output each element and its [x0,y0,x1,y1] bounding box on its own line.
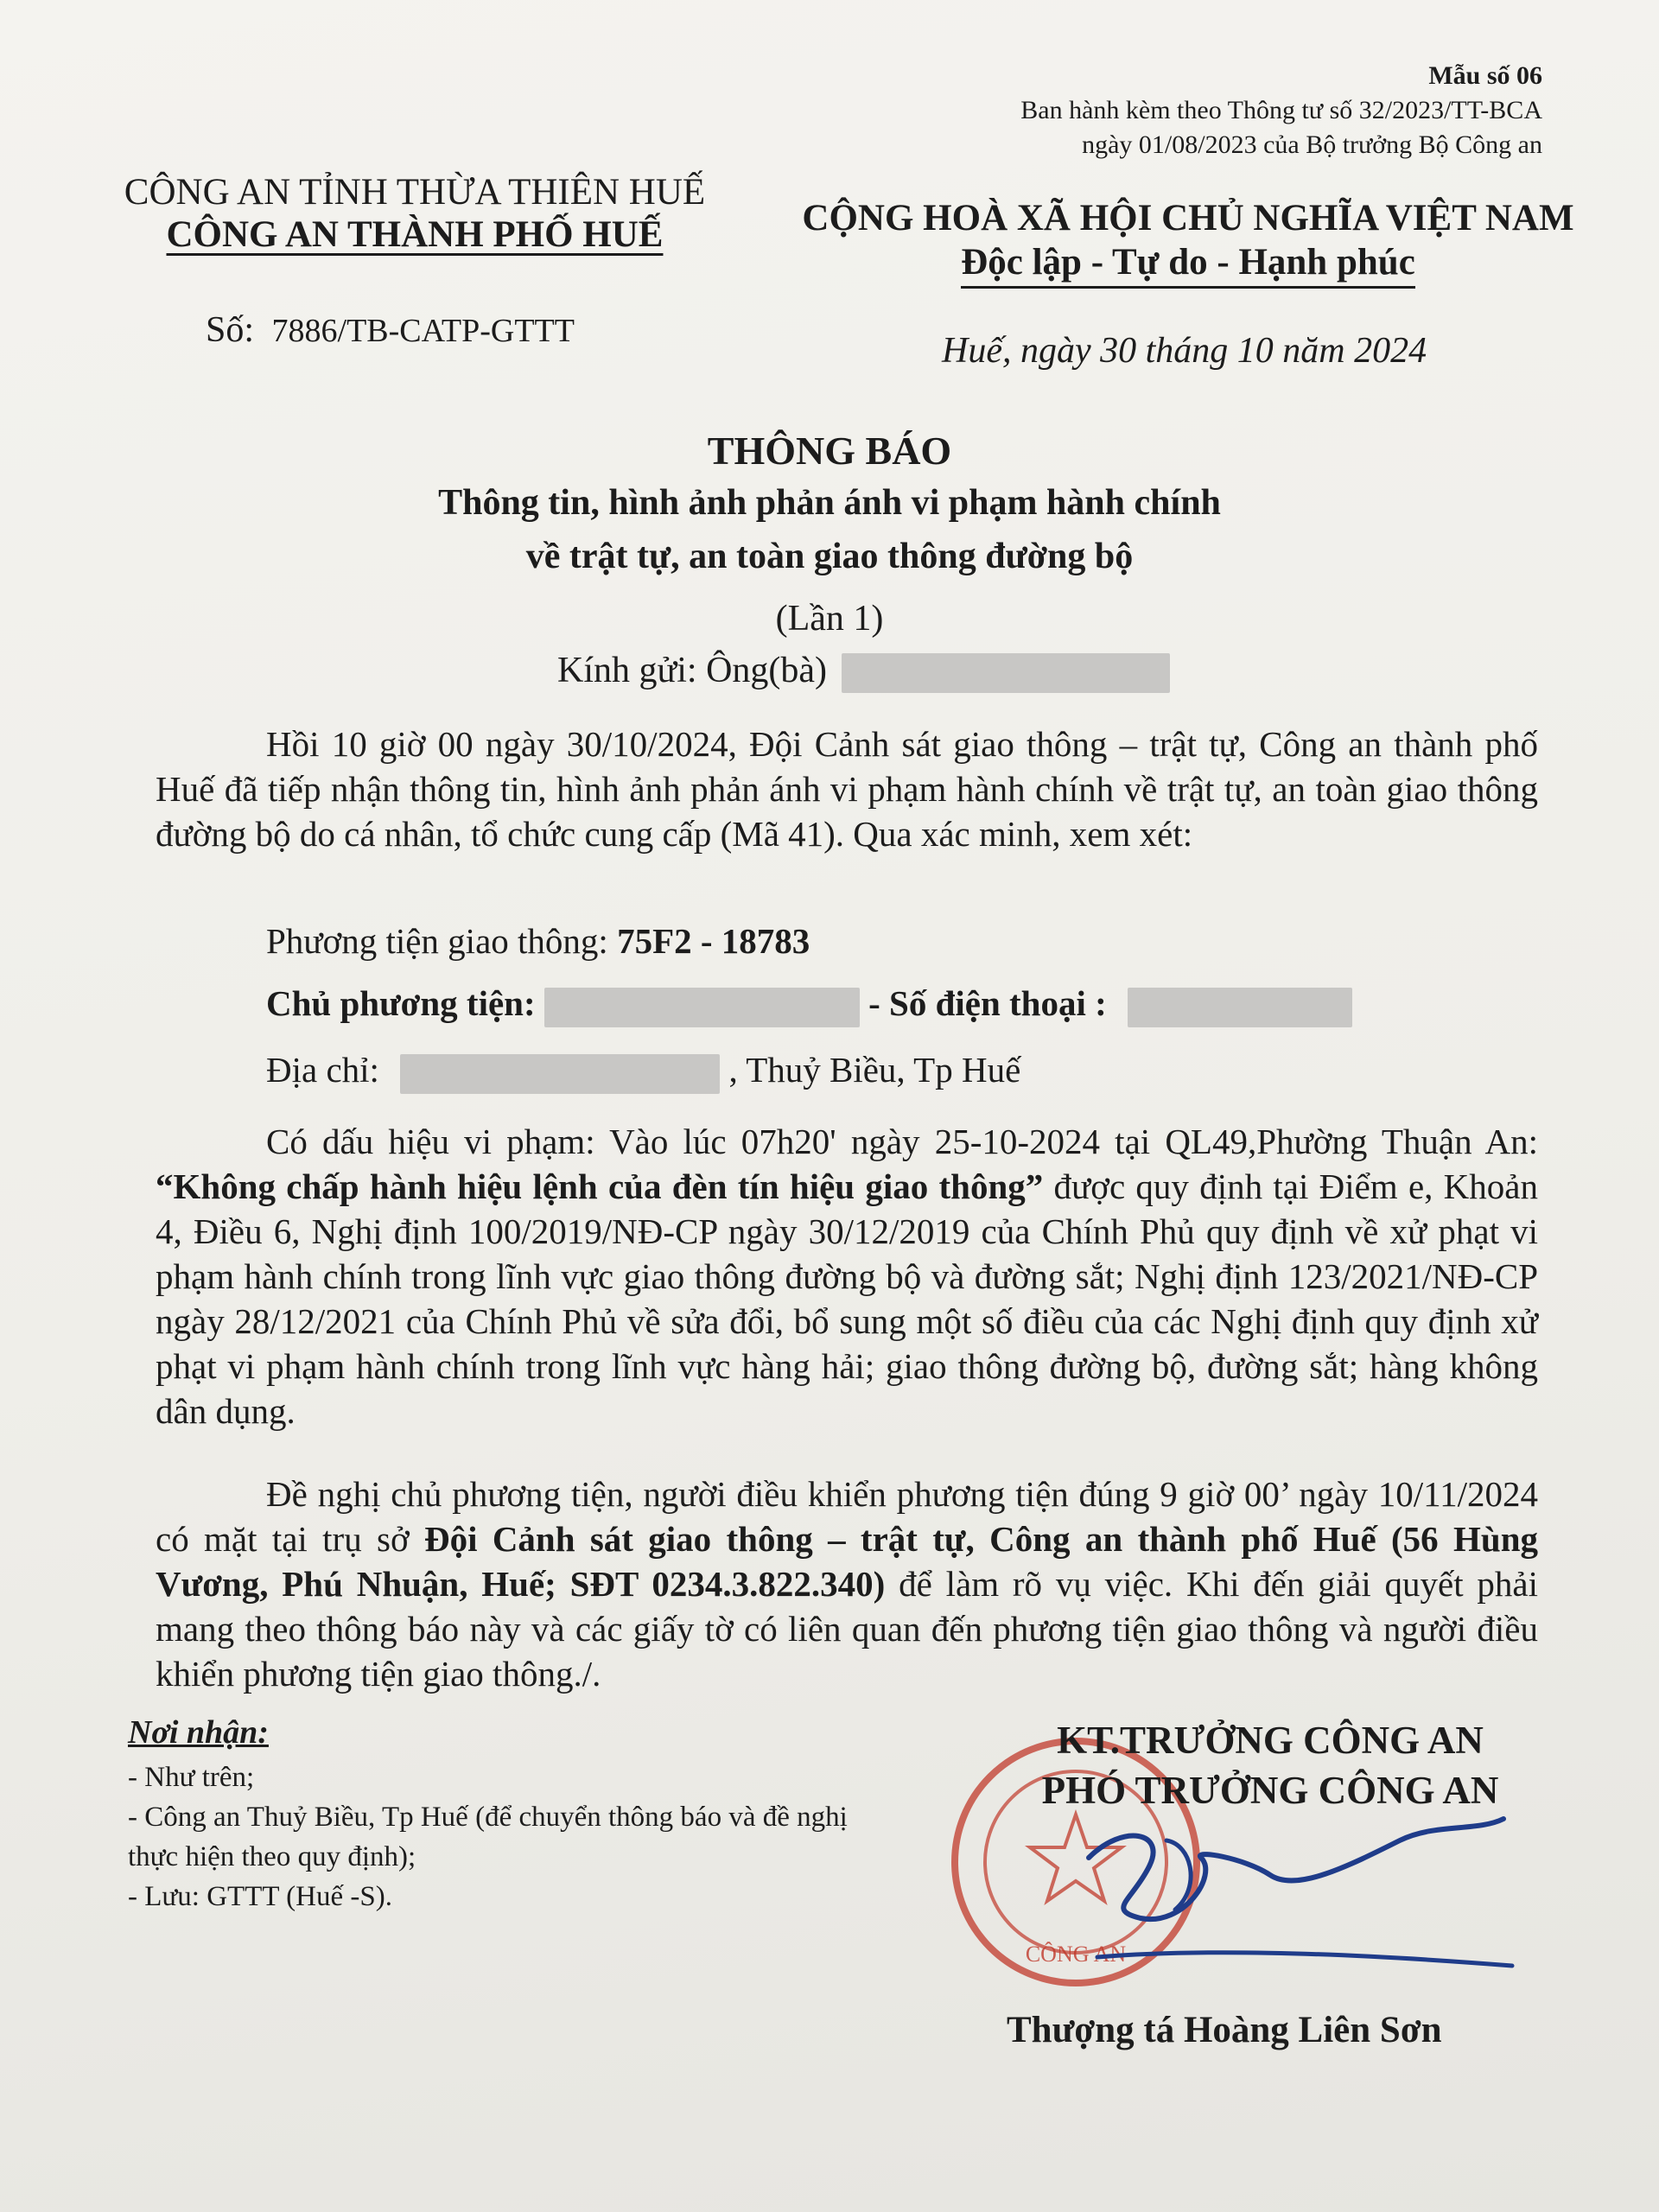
receivers-block [128,1713,888,1916]
form-issued-date: ngày 01/08/2023 của Bộ trưởng Bộ Công an [1082,130,1542,159]
paragraph-request [156,1471,1538,1696]
title-subtitle-2: về trật tự, an toàn giao thông đường bộ [525,537,1134,576]
nation-motto: Độc lập - Tự do - Hạnh phúc [961,239,1415,289]
recipient-label: Kính gửi: Ông(bà) [557,651,828,690]
form-number: Mẫu số 06 [1428,61,1542,90]
vehicle-plate: 75F2 - 18783 [617,921,810,961]
notice-round: (Lần 1) [775,599,884,639]
agency-parent: CÔNG AN TỈNH THỪA THIÊN HUẾ [124,172,706,213]
signature-title [933,1715,1607,1815]
sign-line-2: PHÓ TRƯỞNG CÔNG AN [1041,1769,1499,1812]
agency-header [86,171,743,256]
page-title: THÔNG BÁO [707,429,952,473]
seal-text: CÔNG AN [1025,1942,1127,1967]
redacted-recipient-name [842,653,1170,693]
owner-label: Chủ phương tiện: [266,983,536,1023]
receivers-heading: Nơi nhận: [128,1714,269,1751]
paragraph-intro [156,721,1538,856]
para1-text: Hồi 10 giờ 00 ngày 30/10/2024, Đội Cảnh sát giao thông – trật tự, Công an thành phố Huế đã tiếp nhận thông tin, hình ảnh phản ánh vi phạm hành chính về trật tự, an toàn giao thông đường bộ do cá nhân, tổ chức cung cấp (Mã 41). Qua xác minh, xem xét: [156,724,1538,854]
doc-no-value: 7886/TB-CATP-GTTT [271,313,575,349]
signer-name: Thượng tá Hoàng Liên Sơn [1007,2010,1442,2050]
receiver-item: - Công an Thuỷ Biều, Tp Huế (để chuyển thông báo và đề nghị thực hiện theo quy định); [128,1802,848,1872]
sign-line-1: KT.TRƯỞNG CÔNG AN [1057,1719,1484,1762]
receiver-item: - Như trên; [128,1762,255,1793]
para2-a: Có dấu hiệu vi phạm: Vào lúc 07h20' ngày 25-10-2024 tại QL49,Phường Thuận An: [266,1122,1538,1161]
form-reference [1020,59,1542,162]
address-line [266,1049,1020,1094]
issue-date: Huế, ngày 30 tháng 10 năm 2024 [942,331,1427,371]
form-issued-by: Ban hành kèm theo Thông tư số 32/2023/TT-BCA [1020,96,1542,124]
para2-text [156,1119,1538,1433]
doc-no-label: Số: [206,310,255,350]
violation-description: “Không chấp hành hiệu lệnh của đèn tín hiệu giao thông” [156,1166,1044,1206]
para3-c: để làm rõ vụ việc. Khi đến giải quyết phải mang theo thông báo này và các giấy tờ có liên quan đến phương tiện giao thông và người điều khiển phương tiện giao thông./. [156,1564,1538,1694]
handwritten-signature [1071,1806,1521,1979]
receiver-item: - Lưu: GTTT (Huế -S). [128,1881,392,1912]
address-tail: , Thuỷ Biều, Tp Huế [728,1050,1021,1090]
redacted-phone [1128,988,1352,1027]
redacted-address [400,1054,720,1094]
address-label: Địa chỉ: [266,1050,379,1090]
para3-a: Đề nghị chủ phương tiện, người điều khiển phương tiện đúng 9 giờ 00’ ngày 10/11/2024 có mặt tại trụ sở [156,1474,1538,1559]
para2-c: được quy định tại Điểm e, Khoản 4, Điều 6, Nghị định 100/2019/NĐ-CP ngày 30/12/2019 của Chính Phủ quy định về xử phạt vi phạm hành chính trong lĩnh vực giao thông đường bộ và đường sắt; Nghị định 123/2021/NĐ-CP ngày 28/12/2021 của Chính Phủ về sửa đổi, bổ sung một số điều của các Nghị định quy định xử phạt vi phạm hành chính trong lĩnh vực hàng hải; giao thông đường bộ, đường sắt; hàng không dân dụng. [156,1166,1538,1431]
office-address: Đội Cảnh sát giao thông – trật tự, Công an thành phố Huế (56 Hùng Vương, Phú Nhuận, Huế; SĐT 0234.3.822.340) [156,1519,1538,1604]
nation-name: CỘNG HOÀ XÃ HỘI CHỦ NGHĨA VIỆT NAM [802,198,1574,238]
owner-line [266,982,1352,1027]
agency-name: CÔNG AN THÀNH PHỐ HUẾ [166,214,664,255]
redacted-owner-name [544,988,860,1027]
vehicle-label: Phương tiện giao thông: [266,921,608,961]
para3-text [156,1471,1538,1696]
recipient-line [557,650,1170,693]
phone-label: - Số điện thoại : [868,983,1107,1023]
paragraph-violation [156,1119,1538,1433]
document-number [206,309,575,351]
vehicle-line [266,920,810,962]
nation-header [778,197,1599,289]
title-subtitle-1: Thông tin, hình ảnh phản ánh vi phạm hành chính [438,483,1221,523]
